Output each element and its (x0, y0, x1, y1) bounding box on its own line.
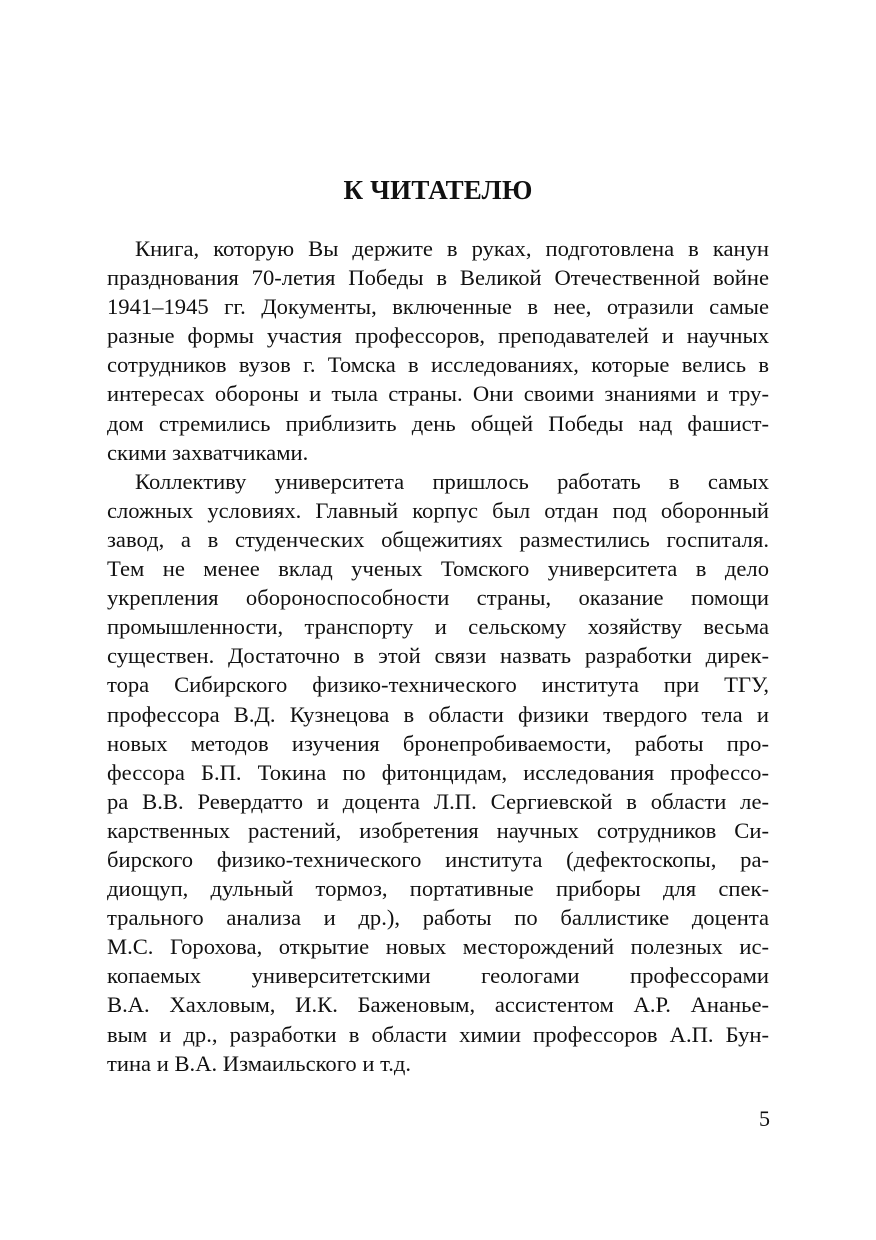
text-line: карственных растений, изобретения научных сотрудников Си- (107, 817, 769, 843)
text-line: фессора Б.П. Токина по фитонцидам, исследования профессо- (107, 759, 769, 785)
text-line: завод, а в студенческих общежитиях разместились госпиталя. (107, 526, 769, 552)
text-line: укрепления обороноспособности страны, оказание помощи (107, 585, 769, 611)
page-title: К ЧИТАТЕЛЮ (343, 175, 533, 205)
text-line: М.С. Горохова, открытие новых месторождений полезных ис- (107, 934, 769, 960)
text-line: копаемых университетскими геологами профессорами (107, 963, 769, 989)
text-line: профессора В.Д. Кузнецова в области физики твердого тела и (107, 701, 769, 727)
text-line: тора Сибирского физико-технического института при ТГУ, (107, 672, 769, 698)
text-line: В.А. Хахловым, И.К. Баженовым, ассистентом А.Р. Ананье- (107, 992, 769, 1018)
text-line: диощуп, дульный тормоз, портативные приборы для спек- (107, 876, 769, 902)
text-line: промышленности, транспорту и сельскому хозяйству весьма (107, 614, 769, 640)
text-line: новых методов изучения бронепробиваемости, работы про- (107, 730, 769, 756)
text-line: скими захватчиками. (107, 439, 309, 465)
text-line: разные формы участия профессоров, преподавателей и научных (107, 323, 769, 349)
body-text (107, 234, 769, 1078)
text-line: ра В.В. Ревердатто и доцента Л.П. Сергиевской в области ле- (107, 788, 769, 814)
text-line: тина и В.А. Измаильского и т.д. (107, 1050, 412, 1076)
text-line: сотрудников вузов г. Томска в исследованиях, которые велись в (107, 352, 769, 378)
text-line: празднования 70-летия Победы в Великой Отечественной войне (107, 265, 769, 291)
text-line: Книга, которую Вы держите в руках, подготовлена в канун (135, 236, 769, 261)
text-line: вым и др., разработки в области химии профессоров А.П. Бун- (107, 1021, 769, 1047)
text-line: 1941–1945 гг. Документы, включенные в нее, отразили самые (107, 294, 769, 320)
paragraph-1 (107, 234, 769, 467)
paragraph-2 (107, 467, 769, 1078)
text-line: дом стремились приблизить день общей Победы над фашист- (107, 410, 769, 436)
text-line: трального анализа и др.), работы по баллистике доцента (107, 905, 769, 931)
text-line: бирского физико-технического института (дефектоскопы, ра- (107, 846, 769, 872)
text-line: интересах обороны и тыла страны. Они своими знаниями и тру- (107, 381, 769, 407)
text-line: Тем не менее вклад ученых Томского университета в дело (107, 556, 769, 582)
text-line: Коллективу университета пришлось работать в самых (135, 468, 769, 494)
text-line: существен. Достаточно в этой связи назвать разработки дирек- (107, 643, 769, 669)
text-line: сложных условиях. Главный корпус был отдан под оборонный (107, 497, 769, 523)
page-number: 5 (759, 1106, 770, 1131)
